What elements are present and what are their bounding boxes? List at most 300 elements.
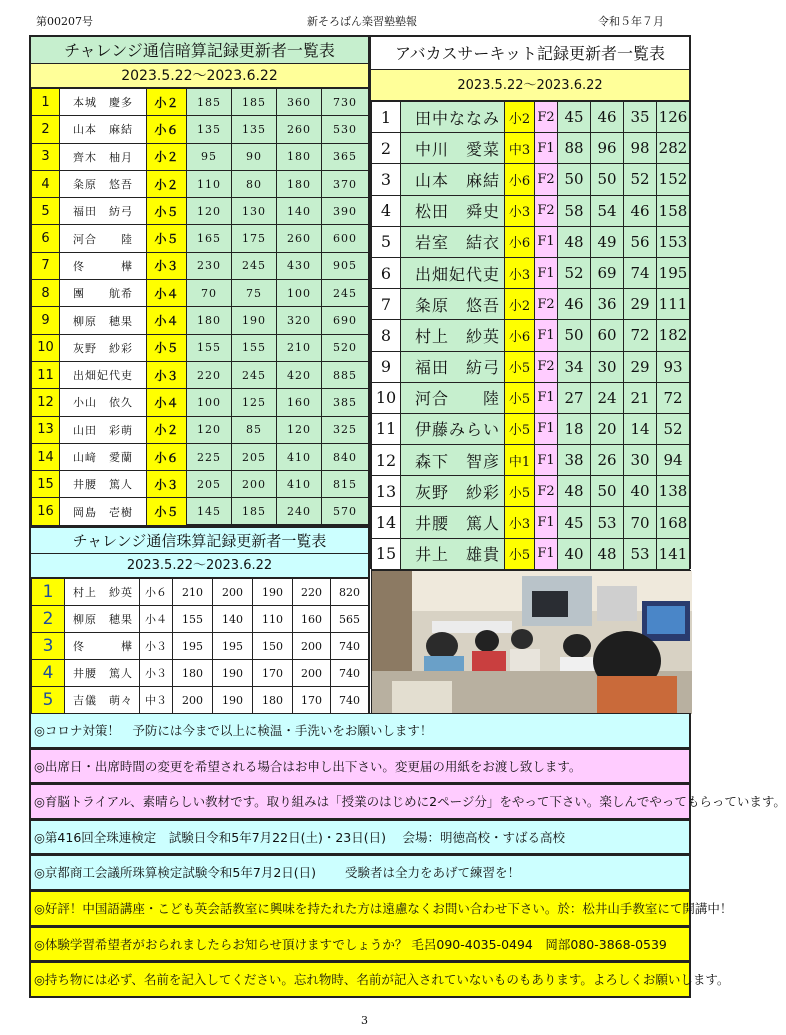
score-cell: 220 xyxy=(187,361,232,388)
abacus-row xyxy=(372,413,690,444)
grade-cell: 小６ xyxy=(147,443,187,470)
name-cell: 出畑妃代吏 xyxy=(60,361,147,388)
abacus-row xyxy=(372,226,690,257)
score-cell: 30 xyxy=(591,351,624,382)
rank-cell: 14 xyxy=(372,507,401,538)
grade-cell: 小３ xyxy=(140,633,173,660)
total-cell: 141 xyxy=(657,538,690,569)
anzan-row xyxy=(32,198,369,225)
rank-cell: 7 xyxy=(32,252,60,279)
level-cell: F1 xyxy=(535,320,558,351)
notices-list xyxy=(29,713,786,998)
score-cell: 52 xyxy=(624,164,657,195)
score-cell: 200 xyxy=(213,579,253,606)
notice-item: ◎持ち物には必ず、名前を記入してください。忘れ物時、名前が記入されていないものもあります。よろしくお願いします。 xyxy=(29,962,691,998)
abacus-row xyxy=(372,507,690,538)
score-cell: 410 xyxy=(277,471,322,498)
total-cell: 740 xyxy=(331,687,369,714)
score-cell: 430 xyxy=(277,252,322,279)
grade-cell: 小6 xyxy=(505,164,535,195)
score-cell: 50 xyxy=(591,476,624,507)
score-cell: 100 xyxy=(277,280,322,307)
score-cell: 175 xyxy=(232,225,277,252)
score-cell: 18 xyxy=(558,413,591,444)
score-cell: 34 xyxy=(558,351,591,382)
score-cell: 46 xyxy=(591,102,624,133)
grade-cell: 小２ xyxy=(147,416,187,443)
total-cell: 153 xyxy=(657,226,690,257)
anzan-row xyxy=(32,225,369,252)
name-cell: 柳原 穂果 xyxy=(60,307,147,334)
score-cell: 180 xyxy=(187,307,232,334)
score-cell: 54 xyxy=(591,195,624,226)
score-cell: 85 xyxy=(232,416,277,443)
grade-cell: 中1 xyxy=(505,445,535,476)
total-cell: 740 xyxy=(331,660,369,687)
anzan-row xyxy=(32,498,369,525)
grade-cell: 小３ xyxy=(140,660,173,687)
score-cell: 260 xyxy=(277,116,322,143)
abacus-row xyxy=(372,195,690,226)
abacus-row xyxy=(372,289,690,320)
rank-cell: 5 xyxy=(372,226,401,257)
abacus-row xyxy=(372,320,690,351)
name-cell: 粂原 悠吾 xyxy=(401,289,505,320)
score-cell: 29 xyxy=(624,351,657,382)
score-cell: 180 xyxy=(173,660,213,687)
total-cell: 93 xyxy=(657,351,690,382)
score-cell: 195 xyxy=(173,633,213,660)
total-cell: 820 xyxy=(331,579,369,606)
name-cell: 佟 樺 xyxy=(65,633,140,660)
total-cell: 370 xyxy=(322,170,369,197)
name-cell: 粂原 悠吾 xyxy=(60,170,147,197)
shuzan-row xyxy=(32,687,369,714)
grade-cell: 小４ xyxy=(147,307,187,334)
name-cell: 柳原 穂果 xyxy=(65,606,140,633)
score-cell: 220 xyxy=(293,579,331,606)
name-cell: 中川 愛菜 xyxy=(401,133,505,164)
name-cell: 福田 紡弓 xyxy=(401,351,505,382)
score-cell: 88 xyxy=(558,133,591,164)
score-cell: 48 xyxy=(558,476,591,507)
abacus-row xyxy=(372,445,690,476)
grade-cell: 小3 xyxy=(505,507,535,538)
anzan-table xyxy=(31,88,369,526)
name-cell: 山﨑 愛蘭 xyxy=(60,443,147,470)
grade-cell: 小5 xyxy=(505,538,535,569)
anzan-row xyxy=(32,416,369,443)
total-cell: 72 xyxy=(657,382,690,413)
score-cell: 240 xyxy=(277,498,322,525)
score-cell: 52 xyxy=(558,257,591,288)
anzan-date-range: 2023.5.22～2023.6.22 xyxy=(31,64,368,88)
grade-cell: 小5 xyxy=(505,413,535,444)
shuzan-row xyxy=(32,660,369,687)
anzan-row xyxy=(32,280,369,307)
anzan-row xyxy=(32,89,369,116)
score-cell: 155 xyxy=(173,606,213,633)
score-cell: 74 xyxy=(624,257,657,288)
rank-cell: 15 xyxy=(372,538,401,569)
notice-item: ◎京都商工会議所珠算検定試験令和5年7月2日(日) 受験者は全力をあげて練習を！ xyxy=(29,855,691,891)
score-cell: 49 xyxy=(591,226,624,257)
score-cell: 200 xyxy=(293,633,331,660)
grade-cell: 小6 xyxy=(505,226,535,257)
shuzan-date-range: 2023.5.22～2023.6.22 xyxy=(31,554,368,578)
grade-cell: 小3 xyxy=(505,195,535,226)
name-cell: 福田 紡弓 xyxy=(60,198,147,225)
anzan-row xyxy=(32,116,369,143)
notice-item: ◎出席日・出席時間の変更を希望される場合はお申し出下さい。変更届の用紙をお渡し致します。 xyxy=(29,749,691,785)
total-cell: 730 xyxy=(322,89,369,116)
grade-cell: 小５ xyxy=(147,225,187,252)
total-cell: 385 xyxy=(322,389,369,416)
score-cell: 21 xyxy=(624,382,657,413)
level-cell: F1 xyxy=(535,445,558,476)
score-cell: 70 xyxy=(187,280,232,307)
grade-cell: 小５ xyxy=(147,334,187,361)
shuzan-row xyxy=(32,633,369,660)
score-cell: 165 xyxy=(187,225,232,252)
score-cell: 20 xyxy=(591,413,624,444)
total-cell: 390 xyxy=(322,198,369,225)
rank-cell: 13 xyxy=(372,476,401,507)
rank-cell: 10 xyxy=(32,334,60,361)
score-cell: 35 xyxy=(624,102,657,133)
score-cell: 110 xyxy=(253,606,293,633)
total-cell: 885 xyxy=(322,361,369,388)
score-cell: 420 xyxy=(277,361,322,388)
score-cell: 60 xyxy=(591,320,624,351)
rank-cell: 4 xyxy=(372,195,401,226)
rank-cell: 6 xyxy=(372,257,401,288)
score-cell: 53 xyxy=(624,538,657,569)
rank-cell: 14 xyxy=(32,443,60,470)
abacus-row xyxy=(372,102,690,133)
score-cell: 46 xyxy=(624,195,657,226)
score-cell: 40 xyxy=(558,538,591,569)
rank-cell: 2 xyxy=(372,133,401,164)
score-cell: 190 xyxy=(213,660,253,687)
shuzan-records-panel xyxy=(29,526,370,713)
score-cell: 135 xyxy=(232,116,277,143)
rank-cell: 1 xyxy=(32,579,65,606)
notice-item: ◎体験学習希望者がおられましたらお知らせ頂けますでしょうか？ 毛呂090-4035-0494 岡部080-3868-0539 xyxy=(29,927,691,963)
level-cell: F2 xyxy=(535,289,558,320)
grade-cell: 小５ xyxy=(147,198,187,225)
score-cell: 200 xyxy=(232,471,277,498)
name-cell: 井腰 篤人 xyxy=(401,507,505,538)
level-cell: F1 xyxy=(535,413,558,444)
name-cell: 岡島 壱樹 xyxy=(60,498,147,525)
level-cell: F2 xyxy=(535,195,558,226)
total-cell: 52 xyxy=(657,413,690,444)
rank-cell: 1 xyxy=(372,102,401,133)
score-cell: 58 xyxy=(558,195,591,226)
grade-cell: 中３ xyxy=(140,687,173,714)
score-cell: 170 xyxy=(253,660,293,687)
anzan-row xyxy=(32,252,369,279)
rank-cell: 13 xyxy=(32,416,60,443)
score-cell: 72 xyxy=(624,320,657,351)
total-cell: 152 xyxy=(657,164,690,195)
score-cell: 50 xyxy=(558,320,591,351)
rank-cell: 5 xyxy=(32,687,65,714)
name-cell: 井腰 篤人 xyxy=(60,471,147,498)
name-cell: 齊木 柚月 xyxy=(60,143,147,170)
total-cell: 530 xyxy=(322,116,369,143)
level-cell: F1 xyxy=(535,538,558,569)
total-cell: 182 xyxy=(657,320,690,351)
total-cell: 740 xyxy=(331,633,369,660)
name-cell: 松田 舜史 xyxy=(401,195,505,226)
score-cell: 30 xyxy=(624,445,657,476)
name-cell: 河合 陸 xyxy=(401,382,505,413)
rank-cell: 9 xyxy=(32,307,60,334)
score-cell: 210 xyxy=(277,334,322,361)
score-cell: 245 xyxy=(232,361,277,388)
total-cell: 815 xyxy=(322,471,369,498)
score-cell: 50 xyxy=(558,164,591,195)
abacus-circuit-panel xyxy=(369,35,691,569)
rank-cell: 4 xyxy=(32,170,60,197)
score-cell: 205 xyxy=(232,443,277,470)
rank-cell: 2 xyxy=(32,116,60,143)
level-cell: F1 xyxy=(535,226,558,257)
level-cell: F1 xyxy=(535,257,558,288)
rank-cell: 16 xyxy=(32,498,60,525)
rank-cell: 1 xyxy=(32,89,60,116)
grade-cell: 小４ xyxy=(147,280,187,307)
score-cell: 230 xyxy=(187,252,232,279)
grade-cell: 小2 xyxy=(505,289,535,320)
level-cell: F1 xyxy=(535,382,558,413)
total-cell: 195 xyxy=(657,257,690,288)
score-cell: 360 xyxy=(277,89,322,116)
score-cell: 170 xyxy=(293,687,331,714)
grade-cell: 小２ xyxy=(147,143,187,170)
score-cell: 410 xyxy=(277,443,322,470)
anzan-title: チャレンジ通信暗算記録更新者一覧表 xyxy=(31,37,368,64)
anzan-row xyxy=(32,389,369,416)
name-cell: 田中ななみ xyxy=(401,102,505,133)
shuzan-table xyxy=(31,578,369,714)
name-cell: 森下 智彦 xyxy=(401,445,505,476)
abacus-row xyxy=(372,382,690,413)
grade-cell: 小４ xyxy=(147,389,187,416)
score-cell: 50 xyxy=(591,164,624,195)
name-cell: 岩室 結衣 xyxy=(401,226,505,257)
anzan-records-panel xyxy=(29,35,370,526)
abacus-row xyxy=(372,133,690,164)
rank-cell: 12 xyxy=(372,445,401,476)
score-cell: 110 xyxy=(187,170,232,197)
rank-cell: 9 xyxy=(372,351,401,382)
score-cell: 45 xyxy=(558,102,591,133)
score-cell: 190 xyxy=(232,307,277,334)
rank-cell: 12 xyxy=(32,389,60,416)
score-cell: 14 xyxy=(624,413,657,444)
name-cell: 村上 紗英 xyxy=(65,579,140,606)
score-cell: 75 xyxy=(232,280,277,307)
name-cell: 灰野 紗彩 xyxy=(60,334,147,361)
score-cell: 205 xyxy=(187,471,232,498)
name-cell: 山本 麻結 xyxy=(60,116,147,143)
score-cell: 160 xyxy=(293,606,331,633)
name-cell: 佟 樺 xyxy=(60,252,147,279)
grade-cell: 小５ xyxy=(147,498,187,525)
total-cell: 840 xyxy=(322,443,369,470)
name-cell: 井腰 篤人 xyxy=(65,660,140,687)
issue-date: 令和５年７月 xyxy=(598,15,664,28)
score-cell: 120 xyxy=(277,416,322,443)
score-cell: 24 xyxy=(591,382,624,413)
total-cell: 570 xyxy=(322,498,369,525)
score-cell: 40 xyxy=(624,476,657,507)
name-cell: 灰野 紗彩 xyxy=(401,476,505,507)
score-cell: 130 xyxy=(232,198,277,225)
score-cell: 245 xyxy=(232,252,277,279)
grade-cell: 小5 xyxy=(505,382,535,413)
name-cell: 山田 彩萌 xyxy=(60,416,147,443)
rank-cell: 11 xyxy=(32,361,60,388)
score-cell: 98 xyxy=(624,133,657,164)
abacus-date-range: 2023.5.22～2023.6.22 xyxy=(371,70,689,101)
total-cell: 325 xyxy=(322,416,369,443)
rank-cell: 8 xyxy=(372,320,401,351)
grade-cell: 小２ xyxy=(147,170,187,197)
name-cell: 井上 雄貴 xyxy=(401,538,505,569)
abacus-row xyxy=(372,257,690,288)
score-cell: 120 xyxy=(187,416,232,443)
score-cell: 200 xyxy=(173,687,213,714)
score-cell: 180 xyxy=(277,170,322,197)
score-cell: 180 xyxy=(253,687,293,714)
level-cell: F1 xyxy=(535,507,558,538)
abacus-row xyxy=(372,351,690,382)
notice-item: ◎育脳トライアル、素晴らしい教材です。取り組みは「授業のはじめに2ページ分」をやって下さい。楽しんでやってもらっています。 xyxy=(29,784,691,820)
score-cell: 145 xyxy=(187,498,232,525)
score-cell: 69 xyxy=(591,257,624,288)
score-cell: 185 xyxy=(232,89,277,116)
total-cell: 111 xyxy=(657,289,690,320)
total-cell: 600 xyxy=(322,225,369,252)
score-cell: 185 xyxy=(232,498,277,525)
level-cell: F2 xyxy=(535,102,558,133)
rank-cell: 3 xyxy=(32,633,65,660)
grade-cell: 小４ xyxy=(140,606,173,633)
grade-cell: 小３ xyxy=(147,471,187,498)
score-cell: 135 xyxy=(187,116,232,143)
score-cell: 45 xyxy=(558,507,591,538)
abacus-table xyxy=(371,101,690,570)
grade-cell: 小5 xyxy=(505,476,535,507)
shuzan-title: チャレンジ通信珠算記録更新者一覧表 xyxy=(31,528,368,554)
newsletter-title: 新そろばん楽習塾塾報 xyxy=(307,15,417,28)
anzan-row xyxy=(32,361,369,388)
anzan-row xyxy=(32,334,369,361)
total-cell: 520 xyxy=(322,334,369,361)
notice-item: ◎第416回全珠連検定 試験日令和5年7月22日(土)・23日(日) 会場：明徳高校・すばる高校 xyxy=(29,820,691,856)
rank-cell: 15 xyxy=(32,471,60,498)
total-cell: 245 xyxy=(322,280,369,307)
score-cell: 160 xyxy=(277,389,322,416)
rank-cell: 8 xyxy=(32,280,60,307)
score-cell: 26 xyxy=(591,445,624,476)
grade-cell: 小６ xyxy=(140,579,173,606)
notice-item: ◎好評！中国語講座・こども英会話教室に興味を持たれた方は遠慮なくお問い合わせ下さい。於：松井山手教室にて開講中！ xyxy=(29,891,691,927)
notice-item: ◎コロナ対策！ 予防には今まで以上に検温・手洗いをお願いします！ xyxy=(29,713,691,749)
shuzan-row xyxy=(32,606,369,633)
anzan-row xyxy=(32,307,369,334)
score-cell: 210 xyxy=(173,579,213,606)
score-cell: 260 xyxy=(277,225,322,252)
rank-cell: 11 xyxy=(372,413,401,444)
name-cell: 山本 麻結 xyxy=(401,164,505,195)
level-cell: F1 xyxy=(535,133,558,164)
total-cell: 138 xyxy=(657,476,690,507)
score-cell: 96 xyxy=(591,133,624,164)
level-cell: F2 xyxy=(535,164,558,195)
score-cell: 140 xyxy=(277,198,322,225)
name-cell: 本城 慶多 xyxy=(60,89,147,116)
shuzan-row xyxy=(32,579,369,606)
score-cell: 140 xyxy=(213,606,253,633)
score-cell: 225 xyxy=(187,443,232,470)
score-cell: 100 xyxy=(187,389,232,416)
name-cell: 團 航希 xyxy=(60,280,147,307)
score-cell: 200 xyxy=(293,660,331,687)
total-cell: 168 xyxy=(657,507,690,538)
score-cell: 56 xyxy=(624,226,657,257)
score-cell: 120 xyxy=(187,198,232,225)
rank-cell: 6 xyxy=(32,225,60,252)
total-cell: 158 xyxy=(657,195,690,226)
score-cell: 190 xyxy=(213,687,253,714)
score-cell: 95 xyxy=(187,143,232,170)
anzan-row xyxy=(32,143,369,170)
score-cell: 36 xyxy=(591,289,624,320)
grade-cell: 小２ xyxy=(147,89,187,116)
name-cell: 伊藤みらい xyxy=(401,413,505,444)
name-cell: 村上 紗英 xyxy=(401,320,505,351)
score-cell: 195 xyxy=(213,633,253,660)
abacus-row xyxy=(372,538,690,569)
score-cell: 90 xyxy=(232,143,277,170)
total-cell: 94 xyxy=(657,445,690,476)
score-cell: 27 xyxy=(558,382,591,413)
grade-cell: 小３ xyxy=(147,252,187,279)
abacus-row xyxy=(372,164,690,195)
anzan-row xyxy=(32,170,369,197)
anzan-row xyxy=(32,443,369,470)
grade-cell: 小2 xyxy=(505,102,535,133)
grade-cell: 小６ xyxy=(147,116,187,143)
score-cell: 48 xyxy=(591,538,624,569)
score-cell: 38 xyxy=(558,445,591,476)
score-cell: 180 xyxy=(277,143,322,170)
rank-cell: 4 xyxy=(32,660,65,687)
page-number: 3 xyxy=(361,1014,368,1027)
total-cell: 365 xyxy=(322,143,369,170)
rank-cell: 2 xyxy=(32,606,65,633)
score-cell: 29 xyxy=(624,289,657,320)
level-cell: F2 xyxy=(535,351,558,382)
rank-cell: 5 xyxy=(32,198,60,225)
name-cell: 河合 陸 xyxy=(60,225,147,252)
score-cell: 80 xyxy=(232,170,277,197)
